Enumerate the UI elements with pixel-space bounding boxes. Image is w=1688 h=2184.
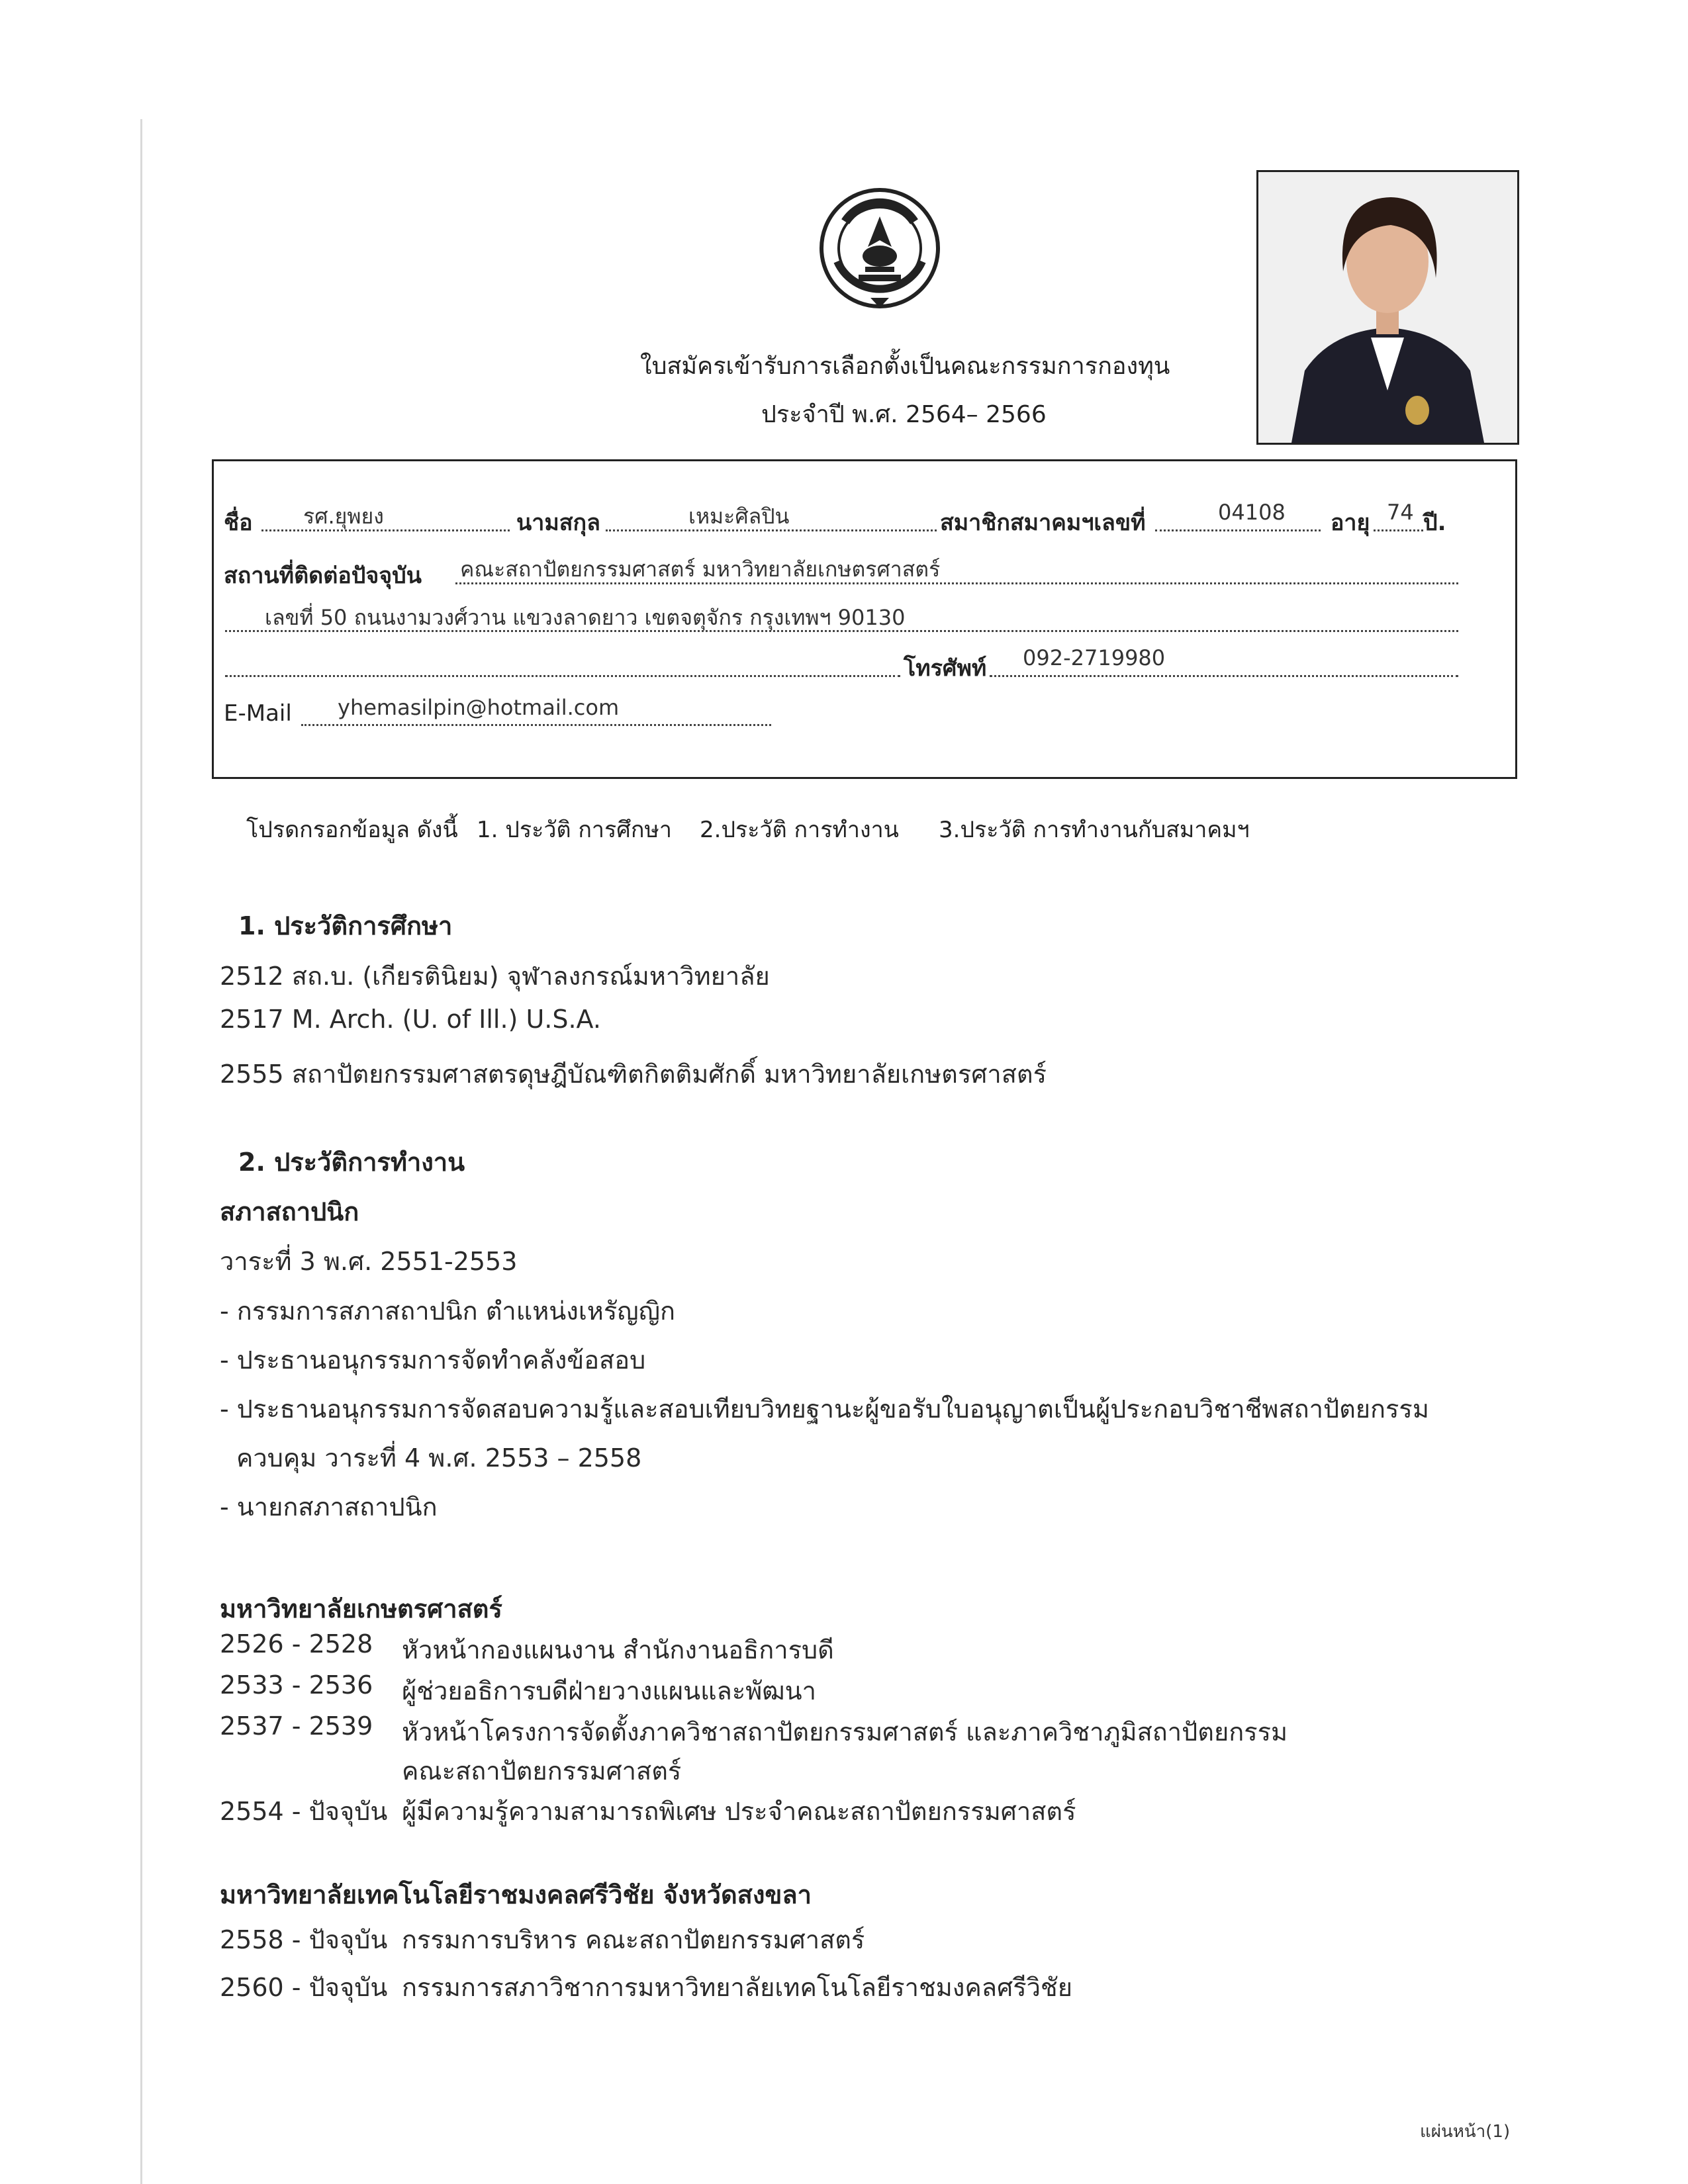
age-dotted-line xyxy=(1374,529,1423,531)
phone-dotted-line xyxy=(990,675,1458,677)
scan-margin-line xyxy=(140,119,142,2184)
kasetsart-years-2: 2533 - 2536 xyxy=(220,1670,373,1700)
council-line-5: - นายกสภาสถาปนิก xyxy=(220,1492,438,1522)
surname-field[interactable]: เหมะศิลปิน xyxy=(688,504,790,529)
kasetsart-desc-3-cont: คณะสถาปัตยกรรมศาสตร์ xyxy=(402,1756,682,1786)
name-field[interactable]: รศ.ยุพยง xyxy=(303,504,384,529)
form-subtitle-year: ประจำปี พ.ศ. 2564– 2566 xyxy=(761,401,1047,428)
page-number-label: แผ่นหน้า(1) xyxy=(1420,2122,1511,2142)
address-label: สถานที่ติดต่อปัจจุบัน xyxy=(224,563,422,589)
rmutsv-years-2: 2560 - ปัจจุบัน xyxy=(220,1973,388,2002)
work-heading: 2. ประวัติการทำงาน xyxy=(238,1148,465,1177)
association-seal-logo xyxy=(819,182,941,318)
address-dotted-line-3 xyxy=(225,675,900,677)
council-line-4: ควบคุม วาระที่ 4 พ.ศ. 2553 – 2558 xyxy=(236,1443,642,1473)
education-line-1: 2512 สถ.บ. (เกียรตินิยม) จุฬาลงกรณ์มหาวิทยาลัย xyxy=(220,962,770,991)
age-field[interactable]: 74 xyxy=(1387,500,1414,525)
member-number-label: สมาชิกสมาคมฯเลขที่ xyxy=(940,510,1146,536)
form-title: ใบสมัครเข้ารับการเลือกตั้งเป็นคณะกรรมการกองทุน xyxy=(640,353,1170,380)
council-term: วาระที่ 3 พ.ศ. 2551-2553 xyxy=(220,1247,518,1276)
kasetsart-desc-2: ผู้ช่วยอธิการบดีฝ่ายวางแผนและพัฒนา xyxy=(402,1676,816,1706)
instruction-item-2: 2.ประวัติ การทำงาน xyxy=(700,817,899,843)
name-dotted-line xyxy=(261,529,510,531)
kasetsart-desc-1: หัวหน้ากองแผนงาน สำนักงานอธิการบดี xyxy=(402,1635,834,1664)
age-unit: ปี. xyxy=(1423,510,1446,536)
age-label: อายุ xyxy=(1331,510,1370,536)
council-heading: สภาสถาปนิก xyxy=(220,1197,359,1226)
kasetsart-heading: มหาวิทยาลัยเกษตรศาสตร์ xyxy=(220,1594,502,1623)
rmutsv-desc-2: กรรมการสภาวิชาการมหาวิทยาลัยเทคโนโลยีราชมงคลศรีวิชัย xyxy=(402,1973,1072,2002)
rmutsv-heading: มหาวิทยาลัยเทคโนโลยีราชมงคลศรีวิชัย จังหวัดสงขลา xyxy=(220,1880,812,1909)
education-heading: 1. ประวัติการศึกษา xyxy=(238,911,453,940)
rmutsv-years-1: 2558 - ปัจจุบัน xyxy=(220,1925,388,1954)
email-field[interactable]: yhemasilpin@hotmail.com xyxy=(338,695,620,720)
member-number-field[interactable]: 04108 xyxy=(1218,500,1286,525)
kasetsart-years-1: 2526 - 2528 xyxy=(220,1629,373,1659)
email-label: E-Mail xyxy=(224,700,292,727)
surname-label: นามสกุล xyxy=(516,510,600,536)
phone-field[interactable]: 092-2719980 xyxy=(1023,645,1166,670)
address-line2-field[interactable]: เลขที่ 50 ถนนงามวงศ์วาน แขวงลาดยาว เขตจตุจักร กรุงเทพฯ 90130 xyxy=(265,605,906,630)
rmutsv-desc-1: กรรมการบริหาร คณะสถาปัตยกรรมศาสตร์ xyxy=(402,1925,865,1954)
name-label: ชื่อ xyxy=(224,510,253,536)
council-line-3: - ประธานอนุกรรมการจัดสอบความรู้และสอบเทียบวิทยฐานะผู้ขอรับใบอนุญาตเป็นผู้ประกอบวิชาชีพสถาปัตยกรรม xyxy=(220,1394,1429,1424)
address-line1-field[interactable]: คณะสถาปัตยกรรมศาสตร์ มหาวิทยาลัยเกษตรศาสตร์ xyxy=(460,557,941,582)
instruction-item-3: 3.ประวัติ การทำงานกับสมาคมฯ xyxy=(939,817,1250,843)
applicant-photo xyxy=(1256,170,1519,445)
education-line-2: 2517 M. Arch. (U. of Ill.) U.S.A. xyxy=(220,1005,601,1034)
kasetsart-desc-3: หัวหน้าโครงการจัดตั้งภาควิชาสถาปัตยกรรมศาสตร์ และภาควิชาภูมิสถาปัตยกรรม xyxy=(402,1717,1288,1747)
instruction-lead: โปรดกรอกข้อมูล ดังนี้ xyxy=(246,817,458,843)
phone-label: โทรศัพท์ xyxy=(904,655,987,682)
email-dotted-line xyxy=(301,724,771,726)
instruction-item-1: 1. ประวัติ การศึกษา xyxy=(477,817,672,843)
member-dotted-line xyxy=(1155,529,1321,531)
kasetsart-desc-4: ผู้มีความรู้ความสามารถพิเศษ ประจำคณะสถาปัตยกรรมศาสตร์ xyxy=(402,1797,1076,1826)
education-line-3: 2555 สถาปัตยกรรมศาสตรดุษฎีบัณฑิตกิตติมศักดิ์ มหาวิทยาลัยเกษตรศาสตร์ xyxy=(220,1060,1047,1089)
council-line-2: - ประธานอนุกรรมการจัดทำคลังข้อสอบ xyxy=(220,1345,646,1375)
kasetsart-years-3: 2537 - 2539 xyxy=(220,1711,373,1741)
council-line-1: - กรรมการสภาสถาปนิก ตำแหน่งเหรัญญิก xyxy=(220,1297,676,1326)
kasetsart-years-4: 2554 - ปัจจุบัน xyxy=(220,1797,388,1826)
